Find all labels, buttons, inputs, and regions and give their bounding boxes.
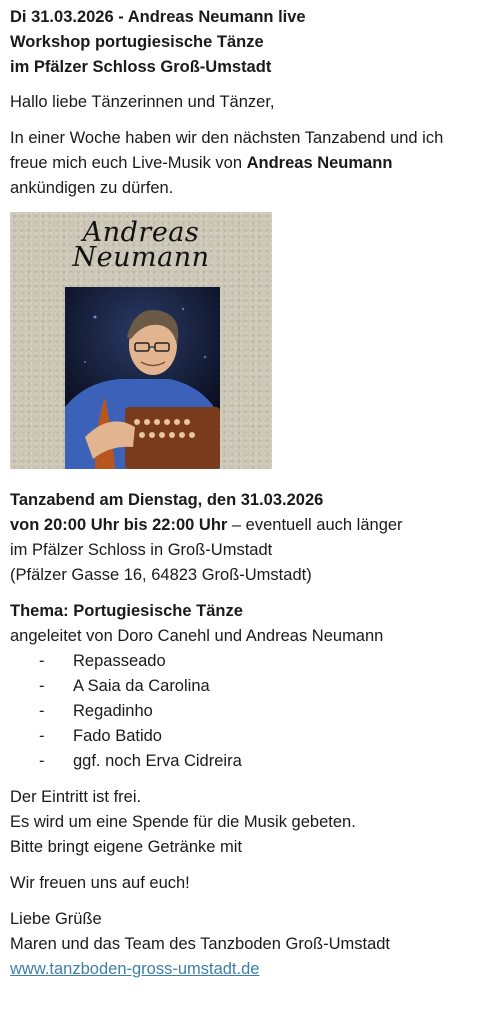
bullet-dash: - bbox=[39, 652, 45, 670]
dance-name: Fado Batido bbox=[73, 727, 162, 745]
theme-section bbox=[10, 599, 469, 774]
dance-list bbox=[10, 649, 469, 774]
signature-greeting: Liebe Grüße bbox=[10, 910, 102, 928]
greeting: Hallo liebe Tänzerinnen und Tänzer, bbox=[10, 93, 275, 111]
dance-name: Regadinho bbox=[73, 702, 153, 720]
bullet-dash: - bbox=[39, 727, 45, 745]
list-item bbox=[10, 749, 469, 774]
list-item bbox=[10, 674, 469, 699]
event-date: Tanzabend am Dienstag, den 31.03.2026 bbox=[10, 491, 324, 509]
musician-illustration bbox=[65, 287, 220, 469]
event-poster-image bbox=[10, 212, 272, 469]
dance-name: ggf. noch Erva Cidreira bbox=[73, 752, 242, 770]
bullet-dash: - bbox=[39, 752, 45, 770]
list-item bbox=[10, 699, 469, 724]
website-link[interactable]: www.tanzboden-gross-umstadt.de bbox=[10, 960, 260, 978]
accordion-player-photo bbox=[65, 287, 220, 469]
closing-line: Wir freuen uns auf euch! bbox=[10, 874, 190, 892]
list-item bbox=[10, 649, 469, 674]
info-paragraph bbox=[10, 785, 469, 860]
info-line: Es wird um eine Spende für die Musik gebeten. bbox=[10, 813, 356, 831]
signature bbox=[10, 907, 469, 982]
dance-name: Repasseado bbox=[73, 652, 166, 670]
signature-team: Maren und das Team des Tanzboden Groß-Umstadt bbox=[10, 935, 391, 953]
poster-artist-name: Andreas Neumann bbox=[72, 217, 210, 273]
bullet-dash: - bbox=[39, 702, 45, 720]
event-time: von 20:00 Uhr bis 22:00 Uhr bbox=[10, 516, 228, 534]
intro-text: In einer Woche haben wir den nächsten Tanzabend und ich freue mich euch Live-Musik von bbox=[10, 129, 444, 172]
event-location: im Pfälzer Schloss in Groß-Umstadt bbox=[10, 541, 273, 559]
event-time-note: – eventuell auch länger bbox=[227, 516, 403, 534]
theme-heading: Thema: Portugiesische Tänze bbox=[10, 602, 243, 620]
info-line: Der Eintritt ist frei. bbox=[10, 788, 142, 806]
title-line: Di 31.03.2026 - Andreas Neumann live bbox=[10, 8, 306, 26]
info-line: Bitte bringt eigene Getränke mit bbox=[10, 838, 243, 856]
list-item bbox=[10, 724, 469, 749]
bullet-dash: - bbox=[39, 677, 45, 695]
intro-paragraph bbox=[10, 126, 469, 201]
theme-subline: angeleitet von Doro Canehl und Andreas Neumann bbox=[10, 627, 384, 645]
dance-name: A Saia da Carolina bbox=[73, 677, 210, 695]
event-address: (Pfälzer Gasse 16, 64823 Groß-Umstadt) bbox=[10, 566, 312, 584]
intro-text-end: ankündigen zu dürfen. bbox=[10, 179, 174, 197]
title-line: im Pfälzer Schloss Groß-Umstadt bbox=[10, 58, 272, 76]
title-line: Workshop portugiesische Tänze bbox=[10, 33, 264, 51]
event-details bbox=[10, 488, 469, 588]
artist-name: Andreas Neumann bbox=[246, 154, 393, 172]
newsletter-title bbox=[10, 5, 469, 80]
